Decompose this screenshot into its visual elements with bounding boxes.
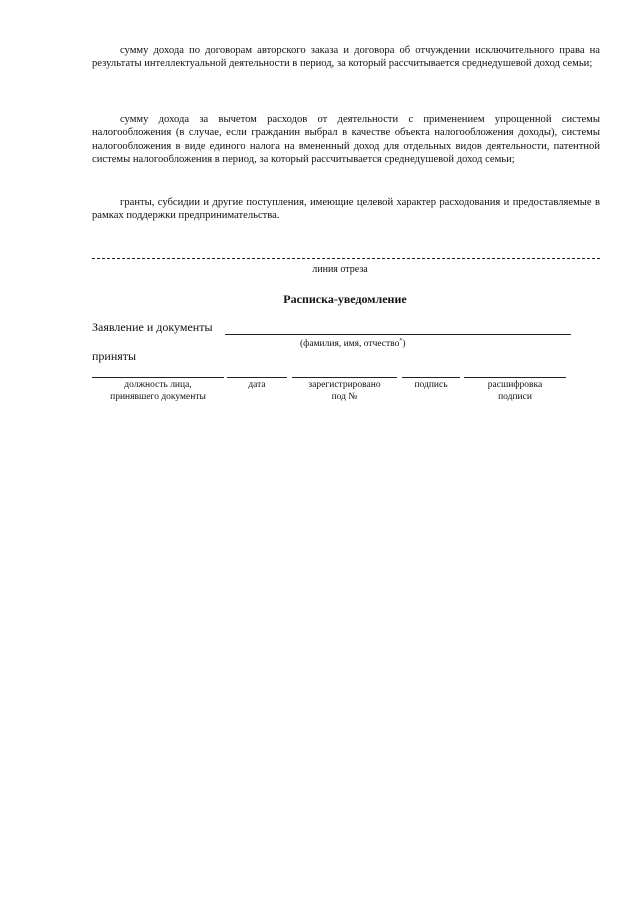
caption-line: расшифровка bbox=[487, 380, 543, 390]
caption-line: зарегистрировано bbox=[308, 380, 381, 390]
caption-line: дата bbox=[248, 380, 266, 390]
caption-line: принявшего документы bbox=[110, 391, 206, 402]
position-line bbox=[92, 377, 224, 378]
footnote-mark: * bbox=[399, 338, 403, 344]
cut-line bbox=[92, 258, 600, 259]
application-label: Заявление и документы bbox=[92, 320, 213, 334]
name-hint-close: ) bbox=[402, 339, 406, 350]
income-clause-authorship: сумму дохода по договорам авторского заказа и договора об отчуждении исключительного права на результаты интеллектуальной деятельности в период, за который рассчитывается среднедушевой доход семьи; bbox=[92, 45, 600, 70]
signature-decryption-line bbox=[464, 377, 566, 378]
name-hint bbox=[300, 338, 406, 349]
income-clause-grants: гранты, субсидии и другие поступления, имеющие целевой характер расходования и предоставляемые в рамках поддержки предпринимательства. bbox=[92, 197, 600, 222]
income-clause-tax-systems: сумму дохода за вычетом расходов от деятельности с применением упрощенной системы налогообложения (в случае, если гражданин выбрал в качестве объекта налогообложения доходы), системы налогообложения в виде единого налога на вмененный доход для отдельных видов деятельности, патентной системы налогообложения в период, за который рассчитывается среднедушевой доход семьи; bbox=[92, 114, 600, 166]
caption-line: должность лица, bbox=[124, 380, 192, 390]
caption-line: подпись bbox=[414, 380, 448, 390]
signature-line bbox=[402, 377, 460, 378]
signature-caption bbox=[402, 380, 460, 392]
signature-decryption-caption bbox=[464, 380, 566, 403]
applicant-name-line bbox=[225, 334, 571, 335]
accepted-label: приняты bbox=[92, 349, 137, 363]
cut-line-label: линия отреза bbox=[312, 264, 368, 275]
date-line bbox=[227, 377, 287, 378]
receipt-title: Расписка-уведомление bbox=[283, 292, 407, 306]
caption-line: под № bbox=[331, 391, 358, 402]
position-caption bbox=[92, 380, 224, 403]
name-hint-text: (фамилия, имя, отчество bbox=[300, 339, 400, 350]
caption-line: подписи bbox=[498, 391, 532, 402]
registration-number-line bbox=[292, 377, 397, 378]
date-caption bbox=[227, 380, 287, 392]
registration-number-caption bbox=[292, 380, 397, 403]
